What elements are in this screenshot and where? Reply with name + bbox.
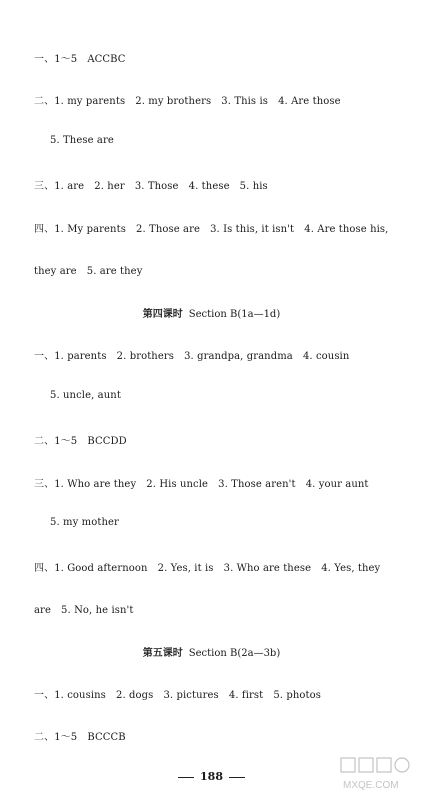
lesson-label: 第五课时 (142, 648, 183, 659)
answer-line: are 5. No, he isn't (34, 605, 134, 616)
answer-line: 四、1. My parents 2. Those are 3. Is this, it isn't 4. Are those his, (34, 224, 389, 235)
answer-line: 一、1～5 ACCBC (34, 54, 126, 65)
watermark-text: MXQE.COM (343, 780, 399, 791)
answer-line: 5. These are (50, 135, 114, 146)
answer-line: 一、1. cousins 2. dogs 3. pictures 4. first 5. photos (34, 690, 321, 701)
page-number-text: 188 (200, 770, 223, 783)
lesson-label: 第四课时 (142, 309, 183, 320)
answer-line: 二、1～5 BCCDD (34, 436, 127, 447)
answer-line: they are 5. are they (34, 266, 143, 277)
answer-line: 三、1. Who are they 2. His uncle 3. Those aren't 4. your aunt (34, 479, 369, 490)
answer-line: 二、1～5 BCCCB (34, 732, 126, 743)
dash-left (178, 777, 194, 778)
dash-right (229, 777, 245, 778)
section-heading (0, 644, 423, 659)
section-label: Section B(2a—3b) (188, 648, 281, 659)
section-heading (0, 305, 423, 320)
answer-line: 三、1. are 2. her 3. Those 4. these 5. his (34, 181, 268, 192)
answer-line: 一、1. parents 2. brothers 3. grandpa, grandma 4. cousin (34, 351, 350, 362)
section-label: Section B(1a—1d) (188, 309, 281, 320)
watermark-logo (339, 756, 417, 794)
answer-line: 二、1. my parents 2. my brothers 3. This is 4. Are those (34, 96, 341, 107)
answer-line: 5. my mother (50, 517, 119, 528)
answer-line: 5. uncle, aunt (50, 390, 121, 401)
answer-line: 四、1. Good afternoon 2. Yes, it is 3. Who are these 4. Yes, they (34, 563, 381, 574)
